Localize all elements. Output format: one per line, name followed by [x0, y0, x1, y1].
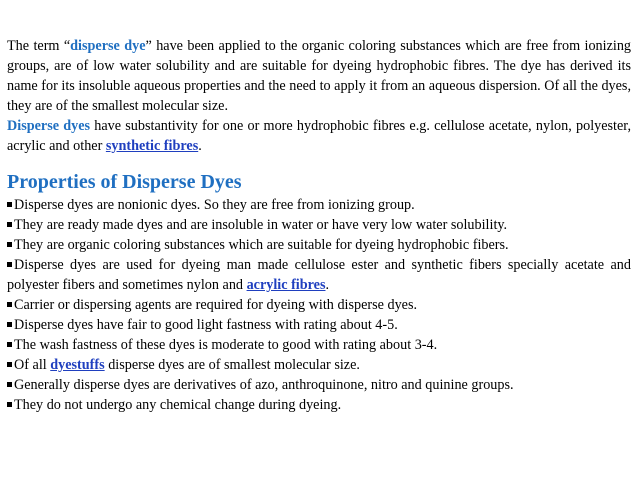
square-bullet-icon [7, 302, 12, 307]
synthetic-fibres-link[interactable]: synthetic fibres [105, 138, 199, 154]
list-item-text: Disperse dyes are used for dyeing man made cellulose ester and synthetic fibers specially acetate and polyester fibers and sometimes nylon and [7, 257, 631, 293]
list-item [7, 315, 631, 335]
list-item [7, 235, 631, 255]
list-item [7, 195, 631, 215]
square-bullet-icon [7, 262, 12, 267]
square-bullet-icon [7, 242, 12, 247]
intro-text: have substantivity for one or more hydrophobic fibres e.g. cellulose acetate, nylon, polyester, acrylic and other [7, 118, 631, 154]
square-bullet-icon [7, 202, 12, 207]
intro-paragraph-2 [7, 116, 631, 156]
intro-text: ” have been applied to the organic coloring substances which are free from ionizing groups, are of low water solubility and are suitable for dyeing hydrophobic fibres. The dye has derived its name for its insoluble aqueous properties and the need to apply it from an aqueous dispersion. Of all the dyes, they are of the smallest molecular size. [7, 38, 632, 114]
list-item [7, 375, 631, 395]
square-bullet-icon [7, 342, 12, 347]
properties-list [7, 195, 631, 415]
list-item-text: . [325, 277, 330, 293]
dyestuffs-link[interactable]: dyestuffs [50, 357, 105, 373]
list-item [7, 395, 631, 415]
list-item-text: Disperse dyes have fair to good light fastness with rating about 4-5. [14, 317, 398, 333]
list-item-text: Disperse dyes are nonionic dyes. So they are free from ionizing group. [14, 197, 415, 213]
list-item-text: Of all [14, 357, 51, 373]
intro-text: The term “ [7, 38, 71, 54]
list-item [7, 255, 631, 295]
acrylic-fibres-link[interactable]: acrylic fibres [246, 277, 326, 293]
list-item-text: Carrier or dispersing agents are required for dyeing with disperse dyes. [14, 297, 418, 313]
list-item [7, 355, 631, 375]
square-bullet-icon [7, 362, 12, 367]
intro-paragraph-1 [7, 36, 631, 116]
properties-heading: Properties of Disperse Dyes [7, 171, 242, 193]
list-item-text: disperse dyes are of smallest molecular size. [104, 357, 360, 373]
list-item [7, 215, 631, 235]
list-item-text: They do not undergo any chemical change during dyeing. [14, 397, 342, 413]
list-item-text: They are organic coloring substances which are suitable for dyeing hydrophobic fibers. [14, 237, 509, 253]
list-item [7, 335, 631, 355]
square-bullet-icon [7, 382, 12, 387]
square-bullet-icon [7, 402, 12, 407]
square-bullet-icon [7, 222, 12, 227]
list-item-text: They are ready made dyes and are insoluble in water or have very low water solubility. [14, 217, 508, 233]
list-item-text: The wash fastness of these dyes is moderate to good with rating about 3-4. [14, 337, 438, 353]
list-item-text: Generally disperse dyes are derivatives of azo, anthroquinone, nitro and quinine groups. [14, 377, 514, 393]
term-disperse-dyes: Disperse dyes [7, 118, 91, 134]
list-item [7, 295, 631, 315]
term-disperse-dye: disperse dye [70, 38, 146, 54]
intro-text: . [198, 138, 202, 154]
square-bullet-icon [7, 322, 12, 327]
